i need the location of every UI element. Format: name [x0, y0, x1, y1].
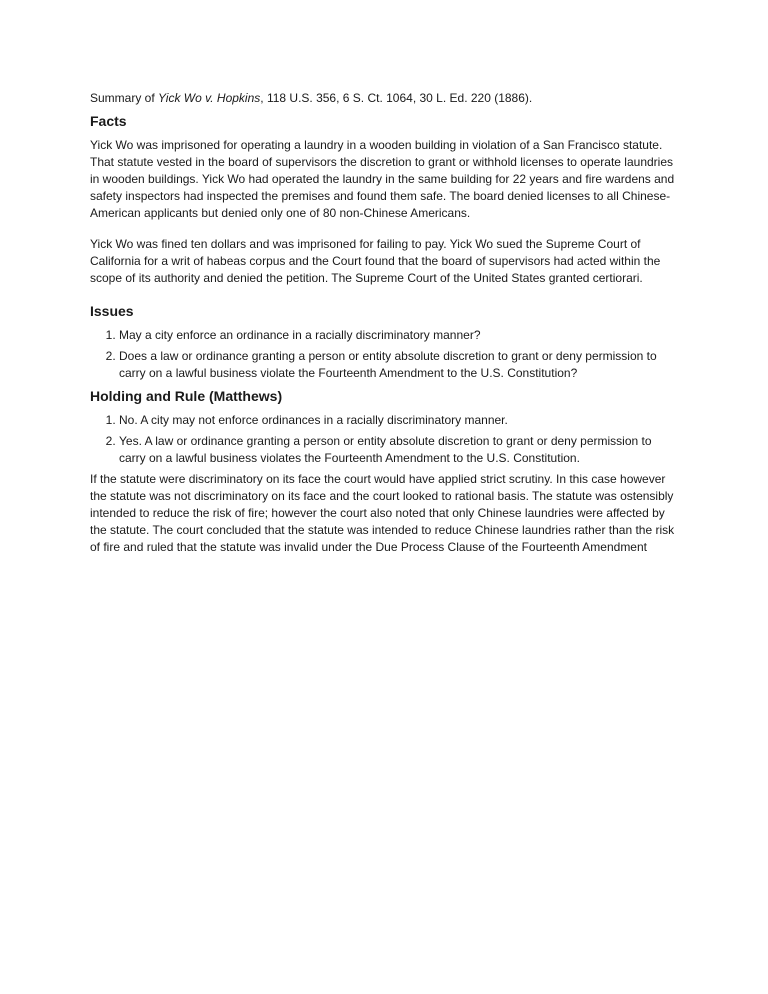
holding-list: [90, 412, 680, 467]
issues-list: [90, 327, 680, 382]
document-page: [90, 90, 680, 556]
case-citation: , 118 U.S. 356, 6 S. Ct. 1064, 30 L. Ed. 220 (1886).: [260, 91, 533, 105]
facts-heading: Facts: [90, 113, 127, 129]
case-name: Yick Wo v. Hopkins: [158, 91, 261, 105]
issue-item-1: 1. May a city enforce an ordinance in a racially discriminatory manner?: [119, 327, 680, 344]
holding-item-1: 1. No. A city may not enforce ordinances in a racially discriminatory manner.: [119, 412, 680, 429]
summary-prefix: Summary of: [90, 91, 159, 105]
issues-heading: Issues: [90, 303, 134, 319]
issue-item-2: 2. Does a law or ordinance granting a person or entity absolute discretion to grant or deny permission to carry on a lawful business violate the Fourteenth Amendment to the U.S. Constitution?: [119, 348, 680, 382]
holding-heading: Holding and Rule (Matthews): [90, 388, 283, 404]
facts-paragraph-1: Yick Wo was imprisoned for operating a laundry in a wooden building in violation of a San Francisco statute. That statute vested in the board of supervisors the discretion to grant or withhold licenses to operate laundries in wooden buildings. Yick Wo had operated the laundry in the same building for 22 years and fire wardens and safety inspectors had inspected the premises and found them safe. The board denied licenses to all Chinese-American applicants but denied only one of 80 non-Chinese Americans.: [90, 138, 675, 220]
holding-item-2: 2. Yes. A law or ordinance granting a person or entity absolute discretion to grant or deny permission to carry on a lawful business violates the Fourteenth Amendment to the U.S. Constitution.: [119, 433, 680, 467]
case-summary-line: [90, 90, 680, 107]
holding-paragraph: If the statute were discriminatory on its face the court would have applied strict scrutiny. In this case however the statute was not discriminatory on its face and the court looked to rational basis. The statute was ostensibly intended to reduce the risk of fire; however the court also noted that only Chinese laundries were affected by the statute. The court concluded that the statute was intended to reduce Chinese laundries rather than the risk of fire and ruled that the statute was invalid under the Due Process Clause of the Fourteenth Amendment: [90, 472, 675, 554]
facts-paragraph-2: Yick Wo was fined ten dollars and was imprisoned for failing to pay. Yick Wo sued the Supreme Court of California for a writ of habeas corpus and the Court found that the board of supervisors had acted within the scope of its authority and denied the petition. The Supreme Court of the United States granted certiorari.: [90, 237, 661, 285]
